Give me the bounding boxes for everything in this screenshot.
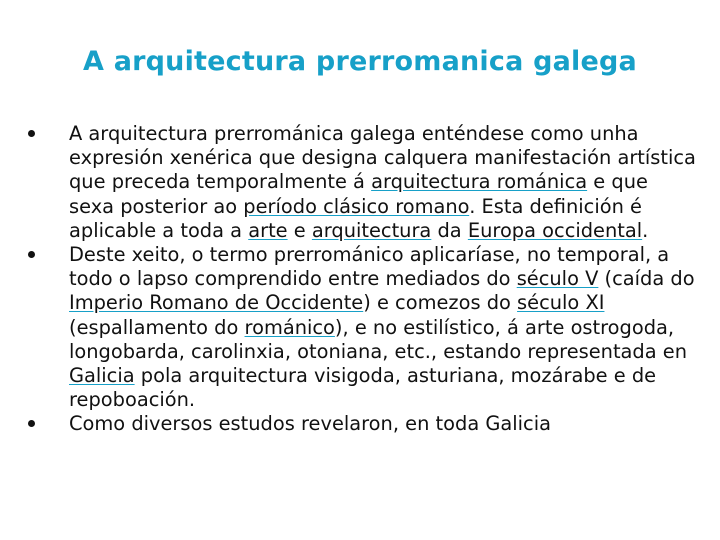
bullet-item	[28, 412, 696, 436]
bullet-dot-icon	[28, 251, 35, 258]
bullet-dot-icon	[28, 420, 35, 427]
bullet-text: Como diversos estudos revelaron, en toda Galicia	[69, 412, 551, 436]
wiki-link[interactable]: Imperio Romano de Occidente	[69, 291, 364, 315]
bullet-text: (caída do	[598, 267, 695, 291]
bullet-text: Deste xeito, o termo prerrománico aplicaríase, no temporal, a todo o lapso comprendido entre mediados do	[69, 243, 670, 291]
bullet-text: pola arquitectura visigoda, asturiana, mozárabe e de repoboación.	[69, 364, 657, 412]
bullet-item	[28, 243, 696, 412]
slide-title: A arquitectura prerromanica galega	[83, 46, 637, 77]
wiki-link[interactable]: arte	[248, 218, 288, 242]
bullet-text: e que sexa posterior ao	[69, 170, 648, 218]
wiki-link[interactable]: arquitectura	[311, 218, 432, 242]
wiki-link[interactable]: século XI	[517, 291, 605, 315]
wiki-link[interactable]: período clásico romano	[243, 194, 470, 218]
bullet-text: e	[287, 218, 312, 242]
wiki-link[interactable]: século V	[516, 267, 599, 291]
bullet-text: A arquitectura prerrománica galega enténdese como unha expresión xenérica que designa calquera manifestación artística que preceda temporalmente á	[69, 122, 696, 194]
wiki-link[interactable]: Galicia	[69, 364, 135, 388]
bullet-text: .	[642, 218, 649, 242]
bullet-text: . Esta definición é aplicable a toda a	[69, 194, 642, 242]
bullet-list	[28, 122, 696, 437]
wiki-link[interactable]: románico	[244, 315, 335, 339]
wiki-link[interactable]: Europa occidental	[467, 218, 643, 242]
bullet-text: (espallamento do	[69, 315, 245, 339]
bullet-text: da	[431, 218, 468, 242]
bullet-dot-icon	[28, 130, 35, 137]
bullet-text: ), e no estilístico, á arte ostrogoda, longobarda, carolinxia, otoniana, etc., estando representada en	[69, 315, 687, 363]
wiki-link[interactable]: arquitectura románica	[371, 170, 588, 194]
bullet-text: ) e comezos do	[363, 291, 518, 315]
bullet-item	[28, 122, 696, 243]
